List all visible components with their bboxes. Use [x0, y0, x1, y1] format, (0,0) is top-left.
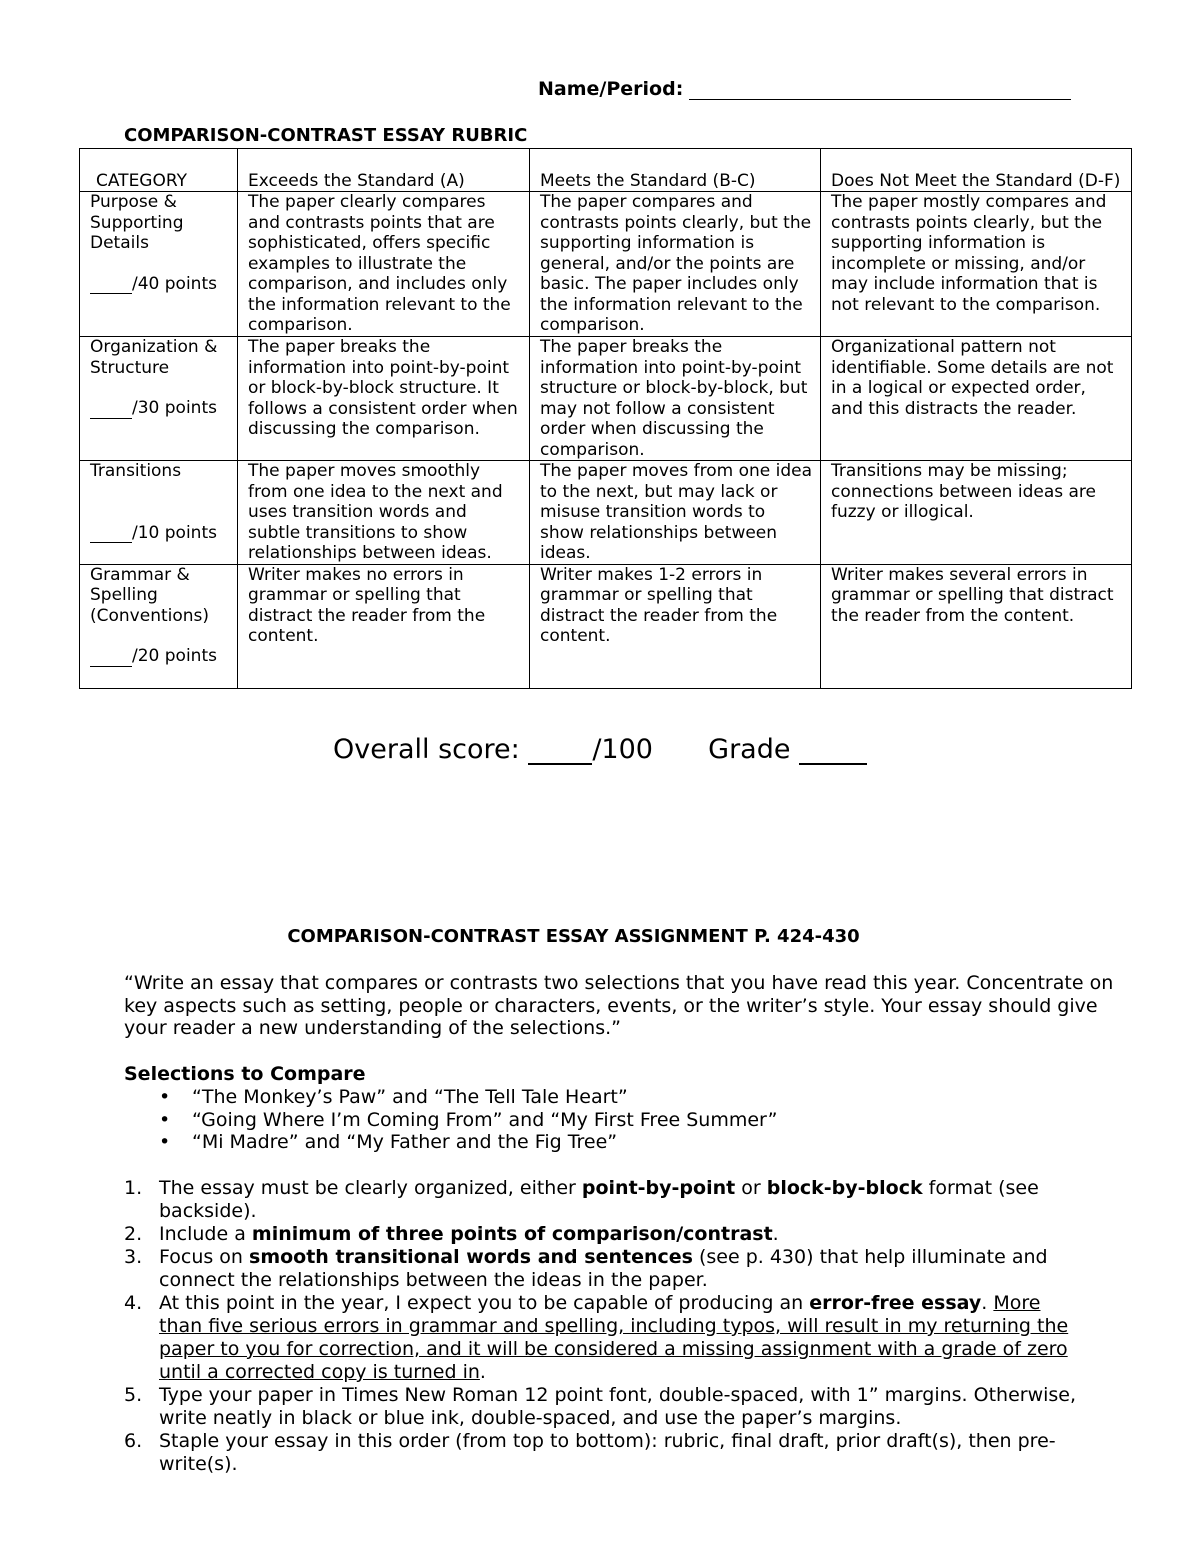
rubric-title: COMPARISON-CONTRAST ESSAY RUBRIC [124, 125, 528, 146]
overall-score-label: Overall score: [333, 734, 520, 765]
assignment-rules-list [124, 1177, 1084, 1476]
meets-cell: The paper breaks the information into point-by-point structure or block-by-block, but may not follow a consistent order when discussing the comparison. [530, 337, 821, 461]
does-not-meet-cell: Transitions may be missing; connections between ideas are fuzzy or illogical. [821, 461, 1132, 565]
rule-item [124, 1430, 1084, 1476]
rule-number: 4. [124, 1292, 143, 1314]
overall-score-line [333, 734, 867, 765]
selections-heading: Selections to Compare [124, 1063, 366, 1085]
meets-cell: The paper compares and contrasts points clearly, but the supporting information is general, and/or the points are basic. The paper includes only the information relevant to the comparison. [530, 192, 821, 337]
table-row [80, 192, 1132, 337]
list-item: • “The Monkey’s Paw” and “The Tell Tale Heart” [159, 1086, 778, 1109]
rule-text: The essay must be clearly organized, either [159, 1177, 582, 1199]
table-row [80, 564, 1132, 688]
category-cell [80, 461, 238, 565]
rule-item [124, 1177, 1084, 1223]
category-cell [80, 192, 238, 337]
rule-text: . [981, 1292, 994, 1314]
rule-number: 1. [124, 1177, 143, 1199]
list-item: • “Going Where I’m Coming From” and “My First Free Summer” [159, 1109, 778, 1132]
rule-item [124, 1292, 1084, 1384]
rule-emphasis: block-by-block [766, 1177, 923, 1199]
name-period-label: Name/Period: [538, 78, 684, 100]
table-row [80, 461, 1132, 565]
category-cell [80, 564, 238, 688]
rule-underlined-warning: More than five serious errors in grammar and spelling, including typos, will result in my returning the paper to you for correction, and it will be considered a missing assignment with a grade of zero until a corrected copy is turned in [159, 1292, 1069, 1383]
points-blank [90, 277, 132, 294]
points-blank [90, 650, 132, 667]
assignment-title: COMPARISON-CONTRAST ESSAY ASSIGNMENT P. 424-430 [287, 926, 860, 947]
rule-emphasis: smooth transitional words and sentences [249, 1246, 693, 1268]
points-label: /30 points [132, 398, 217, 418]
rule-text: Include a [159, 1223, 252, 1245]
rule-number: 3. [124, 1246, 143, 1268]
points-field [90, 274, 229, 295]
grade-label: Grade [708, 734, 791, 765]
rule-text: Focus on [159, 1246, 250, 1268]
overall-score-total: /100 [592, 734, 653, 765]
category-label: Grammar & Spelling (Conventions) [90, 564, 210, 626]
rule-number: 6. [124, 1430, 143, 1452]
points-field [90, 398, 229, 419]
points-blank [90, 526, 132, 543]
rule-text: . [479, 1361, 486, 1383]
category-label: Organization & Structure [90, 337, 218, 378]
rule-emphasis: minimum of three points of comparison/contrast [251, 1223, 773, 1245]
header-meets: Meets the Standard (B-C) [530, 149, 821, 192]
does-not-meet-cell: Organizational pattern not identifiable. Some details are not in a logical or expected order, and this distracts the reader. [821, 337, 1132, 461]
header-exceeds: Exceeds the Standard (A) [238, 149, 530, 192]
rule-emphasis: error-free essay [809, 1292, 982, 1314]
points-field [90, 523, 229, 544]
assignment-prompt: “Write an essay that compares or contrasts two selections that you have read this year. Concentrate on key aspects such as setting, people or characters, events, or the writer’s style. Your essay should give your reader a new understanding of the selections.” [124, 972, 1114, 1039]
meets-cell: Writer makes 1-2 errors in grammar or spelling that distract the reader from the content. [530, 564, 821, 688]
rubric-table [79, 148, 1132, 689]
rule-text: Staple your essay in this order (from top to bottom): rubric, final draft, prior draft(s), then pre-write(s). [159, 1430, 1056, 1475]
header-category: CATEGORY [80, 149, 238, 192]
points-field [90, 646, 229, 667]
overall-score-blank [528, 737, 592, 765]
rule-number: 5. [124, 1384, 143, 1406]
does-not-meet-cell: Writer makes several errors in grammar or spelling that distract the reader from the content. [821, 564, 1132, 688]
rule-text: (see p. 430) that help illuminate and connect the relationships between the ideas in the paper. [159, 1246, 1048, 1291]
rule-item [124, 1223, 1084, 1246]
exceeds-cell: The paper breaks the information into point-by-point or block-by-block structure. It follows a consistent order when discussing the comparison. [238, 337, 530, 461]
header-does-not-meet: Does Not Meet the Standard (D-F) [821, 149, 1132, 192]
rule-emphasis: point-by-point [581, 1177, 736, 1199]
does-not-meet-cell: The paper mostly compares and contrasts points clearly, but the supporting information is incomplete or missing, and/or may include information that is not relevant to the comparison. [821, 192, 1132, 337]
rule-item [124, 1384, 1084, 1430]
category-cell [80, 337, 238, 461]
list-item: • “Mi Madre” and “My Father and the Fig Tree” [159, 1131, 778, 1154]
rule-text: Type your paper in Times New Roman 12 point font, double-spaced, with 1” margins. Otherwise, write neatly in black or blue ink, double-spaced, and use the paper’s margins. [159, 1384, 1077, 1429]
points-blank [90, 402, 132, 419]
exceeds-cell: Writer makes no errors in grammar or spelling that distract the reader from the content. [238, 564, 530, 688]
exceeds-cell: The paper moves smoothly from one idea to the next and uses transition words and subtle transitions to show relationships between ideas. [238, 461, 530, 565]
meets-cell: The paper moves from one idea to the next, but may lack or misuse transition words to show relationships between ideas. [530, 461, 821, 565]
rule-text: At this point in the year, I expect you to be capable of producing an [159, 1292, 810, 1314]
category-label: Purpose & Supporting Details [90, 192, 184, 253]
name-period-blank [689, 81, 1071, 100]
points-label: /40 points [132, 273, 217, 294]
rule-text: or [735, 1177, 767, 1199]
rubric-header-row [80, 149, 1132, 192]
points-label: /20 points [132, 646, 217, 666]
grade-blank [799, 737, 867, 765]
selections-list [159, 1086, 778, 1154]
rule-item [124, 1246, 1084, 1292]
name-period-field [538, 78, 1071, 100]
rule-text: . [772, 1223, 779, 1245]
points-label: /10 points [132, 522, 217, 543]
rule-text: format (see backside). [159, 1177, 1039, 1222]
category-label: Transitions [90, 461, 182, 481]
exceeds-cell: The paper clearly compares and contrasts points that are sophisticated, offers specific examples to illustrate the comparison, and includes only the information relevant to the comparison. [238, 192, 530, 337]
table-row [80, 337, 1132, 461]
rule-number: 2. [124, 1223, 143, 1245]
